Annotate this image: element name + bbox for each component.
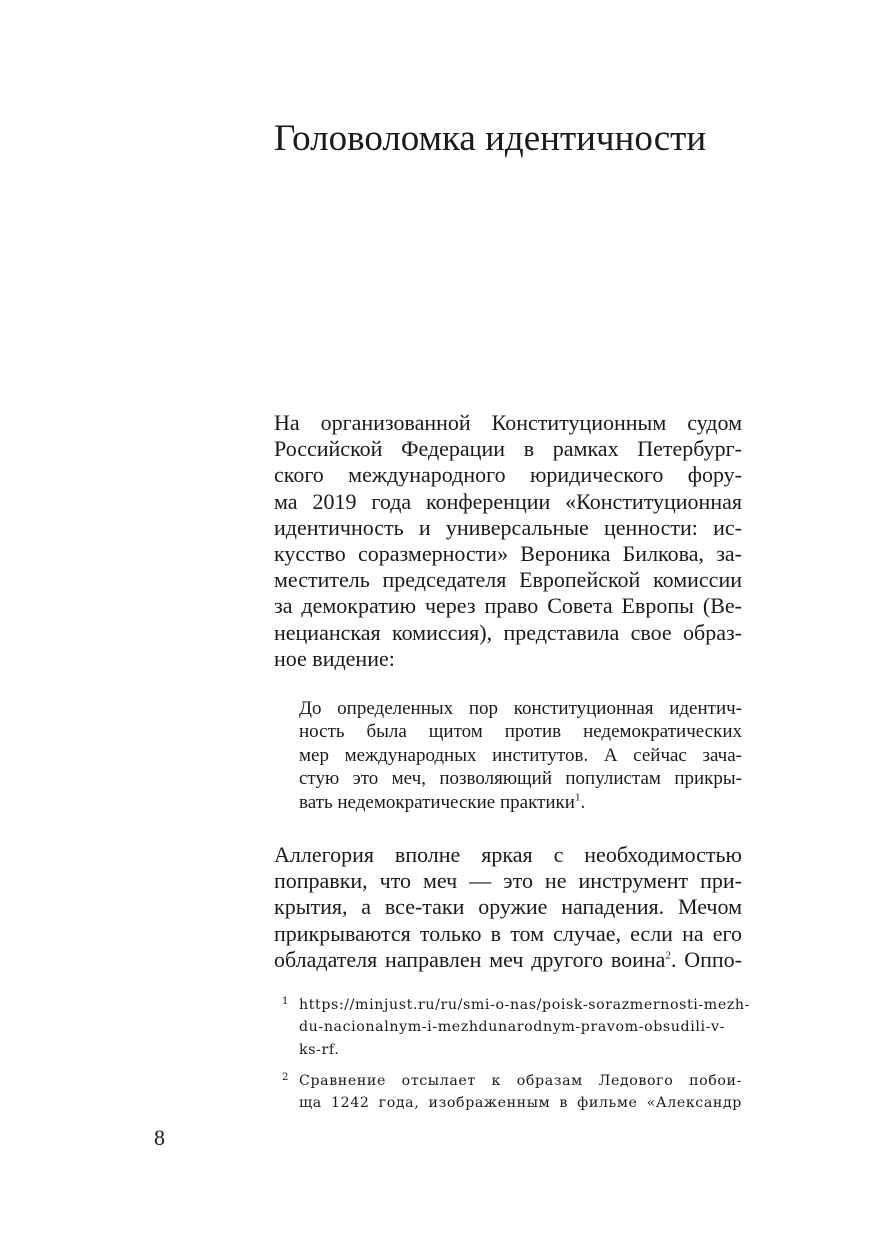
footnotes: [282, 994, 751, 1123]
footnote-ref-2[interactable]: 2: [665, 949, 671, 962]
quote-line-text: вать недемократические практики: [299, 791, 575, 813]
quote-line: мер международных институтов. А сейчас зача-: [299, 744, 742, 766]
footnote-line: ks-rf.: [299, 1041, 340, 1058]
text-line: ского международного юридического фору-: [274, 462, 742, 488]
text-line: нецианская комиссия), представила свое образ-: [274, 619, 742, 645]
text-line: [274, 947, 742, 973]
text-line: прикрываются только в том случае, если на его: [274, 920, 742, 946]
text-line: ма 2019 года конференции «Конституционная: [274, 488, 742, 514]
footnote-2: [282, 1070, 742, 1115]
text-line: крытия, а все-таки оружие нападения. Мечом: [274, 894, 742, 920]
quote-line: вать недемократические практики$^1$.: [299, 791, 586, 813]
text-line: идентичность и универсальные ценности: ис-: [274, 514, 742, 540]
text-line: ное видение:: [274, 645, 395, 671]
footnote-line: ща 1242 года, изображенным в фильме «Александр: [299, 1095, 742, 1112]
quote-line: ность была щитом против недемократических: [299, 721, 742, 743]
text-line-end: . Оппо-: [670, 946, 742, 972]
body-paragraph-1: [274, 410, 742, 672]
text-line: меститель председателя Европейской комиссии: [274, 567, 742, 593]
footnote-line: du-nacionalnym-i-mezhdunarodnym-pravom-obsudili-v-: [299, 1019, 726, 1036]
footnote-line: Сравнение отсылает к образам Ледового побои-: [299, 1072, 742, 1089]
text-line: На организованной Конституционным судом: [274, 410, 742, 435]
page-number: 8: [154, 1125, 165, 1150]
text-line: за демократию через право Совета Европы (Ве-: [274, 593, 742, 619]
text-line-start: обладателя направлен меч другого воина: [274, 946, 666, 972]
text-line: Российской Федерации в рамках Петербург-: [274, 436, 742, 462]
quote-line: стую это меч, позволяющий популистам прикры-: [299, 768, 742, 790]
footnote-line: https://minjust.ru/ru/smi-o-nas/poisk-sorazmernosti-mezh-: [299, 997, 751, 1013]
footnote-marker: 2: [282, 1071, 289, 1083]
text-line: кусство соразмерности» Вероника Билкова, за-: [274, 541, 742, 567]
text-line: Аллегория вполне яркая с необходимостью: [274, 842, 742, 867]
footnote-ref-1[interactable]: 1: [574, 791, 581, 804]
block-quote: [299, 697, 742, 814]
body-paragraph-2: [274, 842, 742, 973]
footnote-marker: 1: [282, 996, 289, 1007]
quote-line: До определенных пор конституционная идентич-: [299, 698, 742, 719]
page-title: Головоломка идентичности: [274, 118, 707, 159]
footnote-1: [282, 994, 751, 1061]
text-line: поправки, что меч — это не инструмент при-: [274, 868, 742, 894]
